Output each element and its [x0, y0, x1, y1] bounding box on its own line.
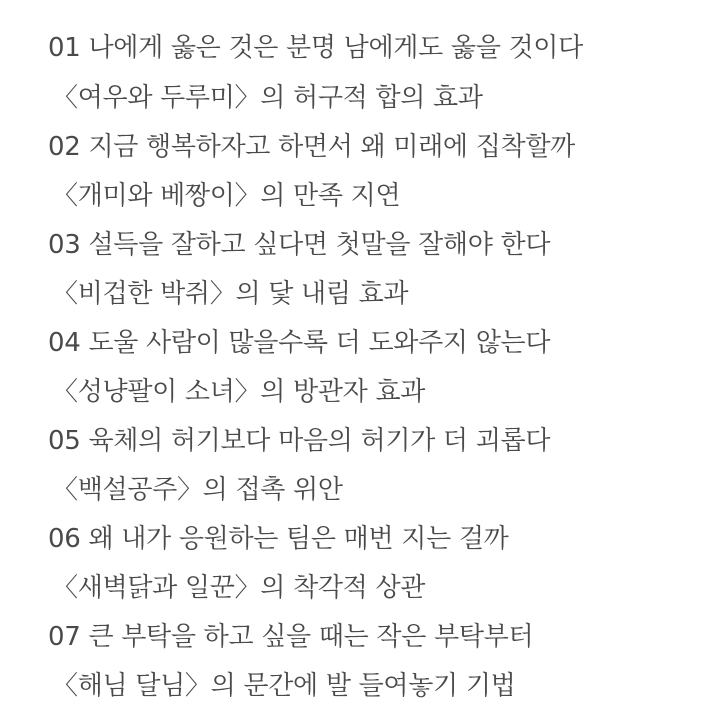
chapter-subtitle: 〈여우와 두루미〉의 허구적 합의 효과 — [52, 83, 483, 113]
chapter-title: 04 도울 사람이 많을수록 더 도와주지 않는다 — [48, 328, 551, 358]
chapter-subtitle: 〈비겁한 박쥐〉의 닻 내림 효과 — [52, 279, 409, 309]
chapter-subtitle: 〈개미와 베짱이〉의 만족 지연 — [52, 181, 401, 211]
chapter-subtitle: 〈백설공주〉의 접촉 위안 — [52, 475, 343, 505]
chapter-subtitle: 〈해님 달님〉의 문간에 발 들여놓기 기법 — [52, 671, 516, 701]
chapter-title: 06 왜 내가 응원하는 팀은 매번 지는 걸까 — [48, 524, 509, 554]
chapter-title: 07 큰 부탁을 하고 싶을 때는 작은 부탁부터 — [48, 622, 534, 652]
chapter-subtitle: 〈성냥팔이 소녀〉의 방관자 효과 — [52, 377, 426, 407]
chapter-title: 01 나에게 옳은 것은 분명 남에게도 옳을 것이다 — [48, 33, 583, 63]
chapter-title: 02 지금 행복하자고 하면서 왜 미래에 집착할까 — [48, 132, 575, 162]
chapter-subtitle: 〈새벽닭과 일꾼〉의 착각적 상관 — [52, 573, 426, 603]
chapter-title: 05 육체의 허기보다 마음의 허기가 더 괴롭다 — [48, 426, 551, 456]
chapter-title: 03 설득을 잘하고 싶다면 첫말을 잘해야 한다 — [48, 230, 551, 260]
